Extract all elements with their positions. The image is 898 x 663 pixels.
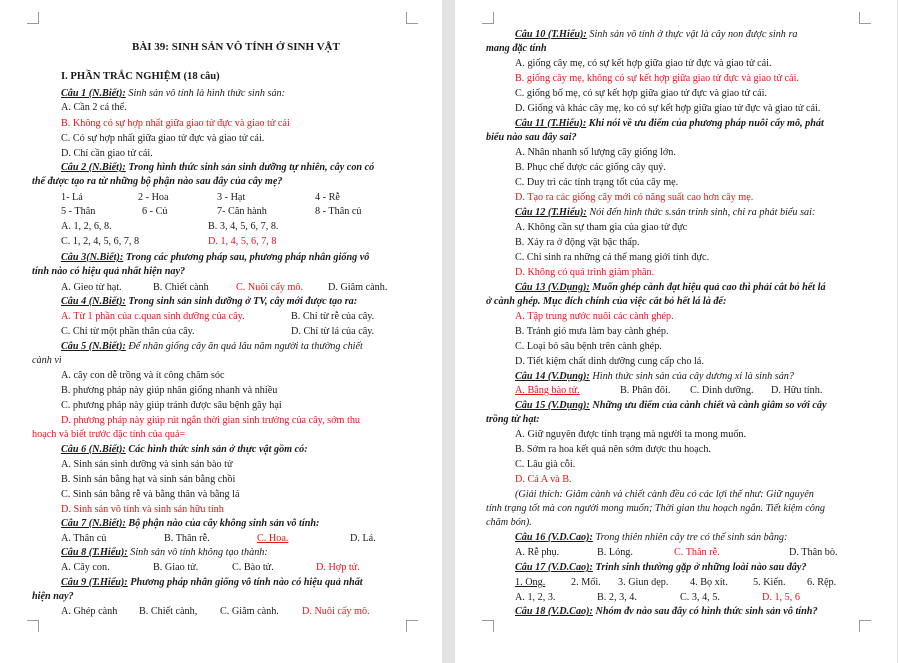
- question-10: Câu 10 (T.Hiểu): Sinh sản vô tính ở thực vật là cây non được sinh ra: [515, 29, 798, 40]
- q5-option-b: B. phương pháp này giúp nhân giống nhanh và nhiều: [61, 385, 278, 396]
- q2-part-5: 5 - Thân: [61, 206, 96, 217]
- q4-option-d: D. Chỉ từ lá của cây.: [291, 326, 375, 337]
- q2-part-7: 7- Căn hành: [217, 206, 267, 217]
- q17-item-6: 6. Rệp.: [807, 577, 837, 588]
- q5-option-d-cont: hoạch và biết trước đặc tính của quả=: [32, 429, 186, 440]
- q17-option-c: C. 3, 4, 5.: [680, 592, 720, 603]
- q7-option-b: B. Thân rễ.: [164, 533, 210, 544]
- q17-item-3: 3. Giun dẹp.: [618, 577, 669, 588]
- question-13-cont: ở cành ghép. Mục đích chính của việc cắt bỏ hết lá là để:: [486, 296, 727, 307]
- question-18: Câu 18 (V.D.Cao): Nhóm đv nào sau đây có hình thức sinh sản vô tính?: [515, 606, 818, 617]
- q15-explanation: (Giải thích: Giâm cành và chiết cành đều có các lợi thế như: Giữ nguyên: [515, 489, 814, 500]
- q15-explanation-end: chăm bón).: [486, 517, 532, 528]
- q17-option-a: A. 1, 2, 3.: [515, 592, 556, 603]
- q13-option-b: B. Tránh gió mưa làm bay cành ghép.: [515, 326, 669, 337]
- q12-option-a: A. Không cần sự tham gia của giao tử đực: [515, 222, 688, 233]
- question-9-cont: hiện nay?: [32, 591, 74, 602]
- q3-option-c: C. Nuôi cấy mô.: [236, 282, 304, 293]
- q6-option-d: D. Sinh sản vô tính và sinh sản hữu tính: [61, 504, 224, 515]
- q9-option-a: A. Ghép cành: [61, 606, 118, 617]
- q9-option-c: C. Giâm cành.: [220, 606, 279, 617]
- q1-option-a: A. Cần 2 cá thể.: [61, 102, 127, 113]
- page-title: BÀI 39: SINH SẢN VÔ TÍNH Ở SINH VẬT: [132, 41, 340, 53]
- q8-option-d: D. Hợp tử.: [316, 562, 360, 573]
- question-2-cont: thể được tạo ra từ những bộ phận nào sau đây của cây mẹ?: [32, 176, 283, 187]
- question-3: Câu 3(N.Biết): Trong các phương pháp sau, phương pháp nhân giống vô: [61, 252, 370, 263]
- question-5: Câu 5 (N.Biết): Để nhân giống cây ăn quả lâu năm người ta thường chiết: [61, 341, 363, 352]
- q8-option-c: C. Bào tử.: [232, 562, 274, 573]
- q11-option-b: B. Phục chế được các giống cây quý.: [515, 162, 666, 173]
- q11-option-a: A. Nhân nhanh số lượng cây giống lớn.: [515, 147, 676, 158]
- q3-option-a: A. Gieo từ hạt.: [61, 282, 122, 293]
- q10-option-c: C. giống bố mẹ, có sự kết hợp giữa giao tử đực và giao tử cái.: [515, 88, 767, 99]
- question-11-cont: biểu nào sau đây sai?: [486, 132, 577, 143]
- question-8: Câu 8 (T.Hiểu): Sinh sản vô tính không tạo thành:: [61, 547, 268, 558]
- q13-option-a: A. Tập trung nước nuôi các cành ghép.: [515, 311, 674, 322]
- q11-option-c: C. Duy trì các tính trạng tốt của cây mẹ.: [515, 177, 679, 188]
- crop-mark: [482, 12, 494, 24]
- question-2: Câu 2 (N.Biết): Trong hình thức sinh sản sinh dưỡng tự nhiên, cây con có: [61, 162, 375, 173]
- q16-option-c: C. Thân rễ.: [674, 547, 720, 558]
- q14-option-d: D. Hữu tính.: [771, 385, 823, 396]
- question-15-cont: trồng từ hạt:: [486, 414, 540, 425]
- q15-option-a: A. Giữ nguyên được tính trạng mà người ta mong muốn.: [515, 429, 747, 440]
- question-3-cont: tính nào có hiệu quả nhất hiện nay?: [32, 266, 186, 277]
- question-15: Câu 15 (V.Dụng): Những ưu điểm của cành chiết và cành giâm so với cây: [515, 400, 827, 411]
- q17-item-2: 2. Mối.: [571, 577, 601, 588]
- crop-mark: [27, 12, 39, 24]
- crop-mark: [859, 620, 871, 632]
- question-1: Câu 1 (N.Biết): Sinh sản vô tính là hình thức sinh sản:: [61, 88, 286, 99]
- q13-option-c: C. Loại bỏ sâu bệnh trên cành ghép.: [515, 341, 662, 352]
- q16-option-b: B. Lóng.: [597, 547, 633, 558]
- left-page: [0, 0, 442, 663]
- q10-option-a: A. giống cây mẹ, có sự kết hợp giữa giao tử đực và giao tử cái.: [515, 58, 772, 69]
- question-14: Câu 14 (V.Dụng): Hình thức sinh sản của cây dương xỉ là sinh sản?: [515, 371, 794, 382]
- question-16: Câu 16 (V.D.Cao): Trong thiên nhiên cây tre có thể sinh sản bằng:: [515, 532, 788, 543]
- q14-option-a: A. Bằng bào tử.: [515, 385, 580, 396]
- q1-option-c: C. Có sự hợp nhất giữa giao tử đực và giao tử cái.: [61, 133, 265, 144]
- q4-option-c: C. Chỉ từ một phần thân của cây.: [61, 326, 195, 337]
- question-5-cont: cành vì: [32, 355, 62, 366]
- q17-item-1: 1. Ong.: [515, 577, 546, 588]
- q6-option-c: C. Sinh sản bằng rễ và bằng thân và bằng lá: [61, 489, 240, 500]
- q2-option-a: A. 1, 2, 6, 8.: [61, 221, 112, 232]
- q1-option-d: D. Chỉ cần giao tử cái.: [61, 148, 153, 159]
- q12-option-c: C. Chỉ sinh ra những cá thể mang giới tính đực.: [515, 252, 710, 263]
- q1-option-b: B. Không có sự hợp nhất giữa giao tử đực và giao tử cái: [61, 118, 290, 129]
- q8-option-b: B. Giao tử.: [153, 562, 199, 573]
- crop-mark: [27, 620, 39, 632]
- q17-option-d: D. 1, 5, 6: [762, 592, 800, 603]
- q17-item-4: 4. Bọ xít.: [690, 577, 728, 588]
- question-6: Câu 6 (N.Biết): Các hình thức sinh sản ở thực vật gồm có:: [61, 444, 308, 455]
- q15-option-c: C. Lâu già cỗi.: [515, 459, 576, 470]
- question-7: Câu 7 (N.Biết): Bộ phận nào của cây không sinh sản vô tính:: [61, 518, 320, 529]
- q3-option-b: B. Chiết cành: [153, 282, 209, 293]
- q4-option-b: B. Chỉ từ rễ của cây.: [291, 311, 375, 322]
- q10-option-b: B. giống cây mẹ, không có sự kết hợp giữa giao tử đực và giao tử cái.: [515, 73, 799, 84]
- crop-mark: [859, 12, 871, 24]
- q4-option-a: A. Từ 1 phần của c.quan sinh dưỡng của cây.: [61, 311, 245, 322]
- question-10-cont: mang đặc tính: [486, 43, 547, 54]
- question-17: Câu 17 (V.D.Cao): Trinh sinh thường gặp ở những loài nào sau đây?: [515, 562, 807, 573]
- question-11: Câu 11 (T.Hiểu): Khi nói về ưu điểm của phương pháp nuôi cấy mô, phát: [515, 118, 824, 129]
- q17-item-5: 5. Kiến.: [753, 577, 786, 588]
- q2-option-d: D. 1, 4, 5, 6, 7, 8: [208, 236, 277, 247]
- q12-option-d: D. Không có quá trình giảm phân.: [515, 267, 655, 278]
- question-12: Câu 12 (T.Hiểu): Nói đến hình thức s.sản trinh sinh, chỉ ra phát biểu sai:: [515, 207, 816, 218]
- question-9: Câu 9 (T.Hiểu): Phương pháp nhân giống vô tính nào có hiệu quả nhất: [61, 577, 363, 588]
- right-page: [455, 0, 897, 663]
- q2-option-b: B. 3, 4, 5, 6, 7, 8.: [208, 221, 279, 232]
- q2-part-4: 4 - Rễ: [315, 192, 340, 203]
- q2-option-c: C. 1, 2, 4, 5, 6, 7, 8: [61, 236, 140, 247]
- q10-option-d: D. Giống và khác cây mẹ, ko có sự kết hợp giữa giao tử đực và giao tử cái.: [515, 103, 821, 114]
- q2-part-1: 1- Lá: [61, 192, 83, 203]
- q9-option-b: B. Chiết cành,: [139, 606, 198, 617]
- crop-mark: [406, 620, 418, 632]
- q16-option-a: A. Rễ phụ.: [515, 547, 560, 558]
- q2-part-3: 3 - Hạt: [217, 192, 246, 203]
- q2-part-6: 6 - Củ: [142, 206, 168, 217]
- q2-part-2: 2 - Hoa: [138, 192, 169, 203]
- question-13: Câu 13 (V.Dụng): Muốn ghép cành đạt hiệu quả cao thì phải cắt bỏ hết lá: [515, 282, 826, 293]
- q7-option-c: C. Hoa.: [257, 533, 289, 544]
- q15-explanation-cont: tính trạng tốt mà con người mong muốn; Thời gian thu hoạch ngắn. Tiết kiệm công: [486, 503, 826, 514]
- q3-option-d: D. Giâm cành.: [328, 282, 388, 293]
- section-heading: I. PHẦN TRẮC NGHIỆM (18 câu): [61, 71, 220, 82]
- q6-option-b: B. Sinh sản bằng hạt và sinh sản bằng chồi: [61, 474, 236, 485]
- q5-option-c: C. phương pháp này giúp tránh được sâu bệnh gây hại: [61, 400, 282, 411]
- q6-option-a: A. Sinh sản sinh dưỡng và sinh sản bào tử: [61, 459, 233, 470]
- q8-option-a: A. Cây con.: [61, 562, 110, 573]
- q5-option-d: D. phương pháp này giúp rút ngắn thời gian sinh trưởng của cây, sớm thu: [61, 415, 361, 426]
- q7-option-a: A. Thân củ: [61, 533, 107, 544]
- crop-mark: [406, 12, 418, 24]
- crop-mark: [482, 620, 494, 632]
- q16-option-d: D. Thân bò.: [789, 547, 838, 558]
- q14-option-b: B. Phân đôi.: [620, 385, 671, 396]
- q9-option-d: D. Nuôi cấy mô.: [302, 606, 370, 617]
- q2-part-8: 8 - Thân củ: [315, 206, 362, 217]
- q14-option-c: C. Dinh dưỡng.: [690, 385, 754, 396]
- q5-option-a: A. cây con dễ trồng và ít công chăm sóc: [61, 370, 225, 381]
- q17-option-b: B. 2, 3, 4.: [597, 592, 637, 603]
- q11-option-d: D. Tạo ra các giống cây mới có năng suất cao hơn cây mẹ.: [515, 192, 754, 203]
- question-4: Câu 4 (N.Biết): Trong sinh sản sinh dưỡng ở TV, cây mới được tạo ra:: [61, 296, 358, 307]
- q15-option-d: D. Cả A và B.: [515, 474, 572, 485]
- q12-option-b: B. Xảy ra ở động vật bậc thấp.: [515, 237, 640, 248]
- q15-option-b: B. Sớm ra hoa kết quả nên sớm được thu hoạch.: [515, 444, 711, 455]
- q13-option-d: D. Tiết kiệm chất dinh dưỡng cung cấp cho lá.: [515, 356, 704, 367]
- q7-option-d: D. Lá.: [350, 533, 376, 544]
